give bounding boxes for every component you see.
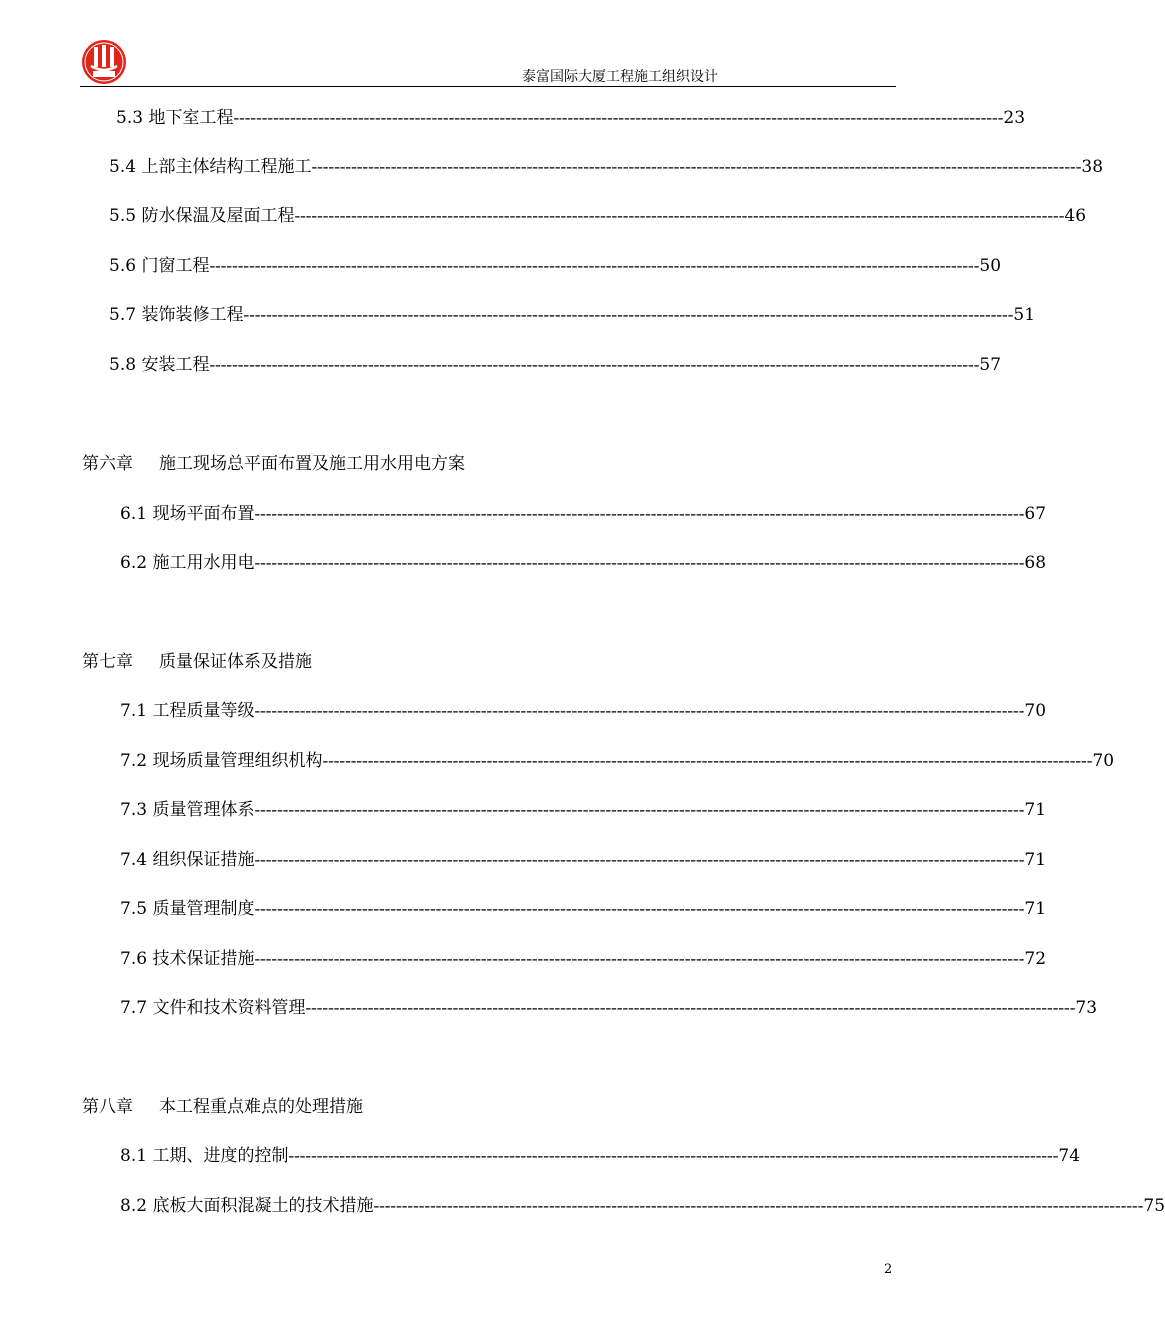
toc-entry[interactable] (116, 106, 1026, 130)
toc-page-number: 71 (1024, 800, 1047, 820)
toc-page-number: 72 (1024, 949, 1047, 969)
toc-entry-label: 8.2 底板大面积混凝土的技术措施 (120, 1196, 374, 1216)
header-divider (80, 86, 896, 87)
toc-entry[interactable] (120, 897, 1047, 921)
toc-leader: ---------------------------------------------------------------------------------------------------------------------------------------- (288, 1146, 1059, 1165)
toc-page-number: 57 (979, 355, 1002, 375)
toc-entry[interactable] (120, 749, 1115, 773)
toc-entry-label: 5.6 门窗工程 (109, 256, 210, 276)
toc-leader: ---------------------------------------------------------------------------------------------------------------------------------------- (209, 355, 980, 374)
toc-entry[interactable] (120, 1144, 1081, 1168)
toc-page-number: 71 (1024, 850, 1047, 870)
toc-page-number: 38 (1081, 157, 1104, 177)
toc-entry[interactable] (120, 699, 1047, 723)
toc-entry-label: 5.7 装饰装修工程 (109, 305, 244, 325)
toc-entry-label: 8.1 工期、进度的控制 (120, 1146, 289, 1166)
toc-entry[interactable] (109, 254, 1002, 278)
toc-page-number: 71 (1024, 899, 1047, 919)
toc-page-number: 68 (1024, 553, 1047, 573)
toc-entry-label: 7.6 技术保证措施 (120, 949, 255, 969)
chapter-number: 第八章 (82, 1097, 133, 1117)
toc-page-number: 50 (979, 256, 1002, 276)
toc-entry-label: 6.1 现场平面布置 (120, 504, 255, 524)
toc-leader: ---------------------------------------------------------------------------------------------------------------------------------------- (322, 751, 1093, 770)
toc-entry-label: 7.7 文件和技术资料管理 (120, 998, 306, 1018)
toc-page-number: 51 (1013, 305, 1036, 325)
toc-leader: ---------------------------------------------------------------------------------------------------------------------------------------- (233, 108, 1004, 127)
toc-page-number: 73 (1075, 998, 1098, 1018)
toc-page-number: 70 (1024, 701, 1047, 721)
toc-leader: ---------------------------------------------------------------------------------------------------------------------------------------- (254, 701, 1025, 720)
toc-entry-label: 5.5 防水保温及屋面工程 (109, 206, 295, 226)
toc-entry[interactable] (120, 947, 1047, 971)
toc-leader: ---------------------------------------------------------------------------------------------------------------------------------------- (311, 157, 1082, 176)
chapter-title: 本工程重点难点的处理措施 (159, 1097, 363, 1117)
toc-leader: ---------------------------------------------------------------------------------------------------------------------------------------- (305, 998, 1076, 1017)
toc-leader: ---------------------------------------------------------------------------------------------------------------------------------------- (209, 256, 980, 275)
chapter-heading[interactable] (82, 1095, 363, 1119)
toc-page-number: 74 (1058, 1146, 1081, 1166)
toc-leader: ---------------------------------------------------------------------------------------------------------------------------------------- (254, 553, 1025, 572)
toc-entry-label: 7.2 现场质量管理组织机构 (120, 751, 323, 771)
toc-leader: ---------------------------------------------------------------------------------------------------------------------------------------- (254, 850, 1025, 869)
toc-leader: ---------------------------------------------------------------------------------------------------------------------------------------- (254, 899, 1025, 918)
toc-page-number: 70 (1092, 751, 1115, 771)
chapter-title: 施工现场总平面布置及施工用水用电方案 (159, 454, 465, 474)
toc-entry-label: 6.2 施工用水用电 (120, 553, 255, 573)
toc-entry[interactable] (120, 551, 1047, 575)
chapter-title: 质量保证体系及措施 (159, 652, 312, 672)
page-number: 2 (884, 1262, 893, 1277)
toc-entry[interactable] (120, 502, 1047, 526)
chapter-heading[interactable] (82, 452, 465, 476)
toc-entry-label: 7.1 工程质量等级 (120, 701, 255, 721)
toc-entry[interactable] (109, 155, 1104, 179)
document-header-title: 泰富国际大厦工程施工组织设计 (522, 69, 718, 85)
toc-entry[interactable] (120, 848, 1047, 872)
toc-leader: ---------------------------------------------------------------------------------------------------------------------------------------- (254, 949, 1025, 968)
toc-leader: ---------------------------------------------------------------------------------------------------------------------------------------- (243, 305, 1014, 324)
toc-entry[interactable] (120, 1194, 1165, 1218)
toc-page-number: 23 (1003, 108, 1026, 128)
chapter-heading[interactable] (82, 650, 312, 674)
toc-entry-label: 5.4 上部主体结构工程施工 (109, 157, 312, 177)
toc-entry[interactable] (109, 204, 1087, 228)
toc-leader: ---------------------------------------------------------------------------------------------------------------------------------------- (254, 800, 1025, 819)
chapter-number: 第六章 (82, 454, 133, 474)
toc-page-number: 75 (1143, 1196, 1165, 1216)
toc-entry[interactable] (120, 798, 1047, 822)
logo-emblem-icon (80, 38, 128, 86)
toc-entry-label: 7.4 组织保证措施 (120, 850, 255, 870)
toc-entry[interactable] (109, 353, 1002, 377)
toc-leader: ---------------------------------------------------------------------------------------------------------------------------------------- (294, 206, 1065, 225)
toc-leader: ---------------------------------------------------------------------------------------------------------------------------------------- (254, 504, 1025, 523)
toc-entry[interactable] (109, 303, 1036, 327)
toc-entry-label: 5.3 地下室工程 (116, 108, 234, 128)
toc-entry-label: 7.5 质量管理制度 (120, 899, 255, 919)
toc-leader: ---------------------------------------------------------------------------------------------------------------------------------------- (373, 1196, 1144, 1215)
toc-page-number: 67 (1024, 504, 1047, 524)
company-logo (80, 38, 128, 86)
toc-entry[interactable] (120, 996, 1098, 1020)
toc-page-number: 46 (1064, 206, 1087, 226)
chapter-number: 第七章 (82, 652, 133, 672)
toc-entry-label: 5.8 安装工程 (109, 355, 210, 375)
toc-entry-label: 7.3 质量管理体系 (120, 800, 255, 820)
